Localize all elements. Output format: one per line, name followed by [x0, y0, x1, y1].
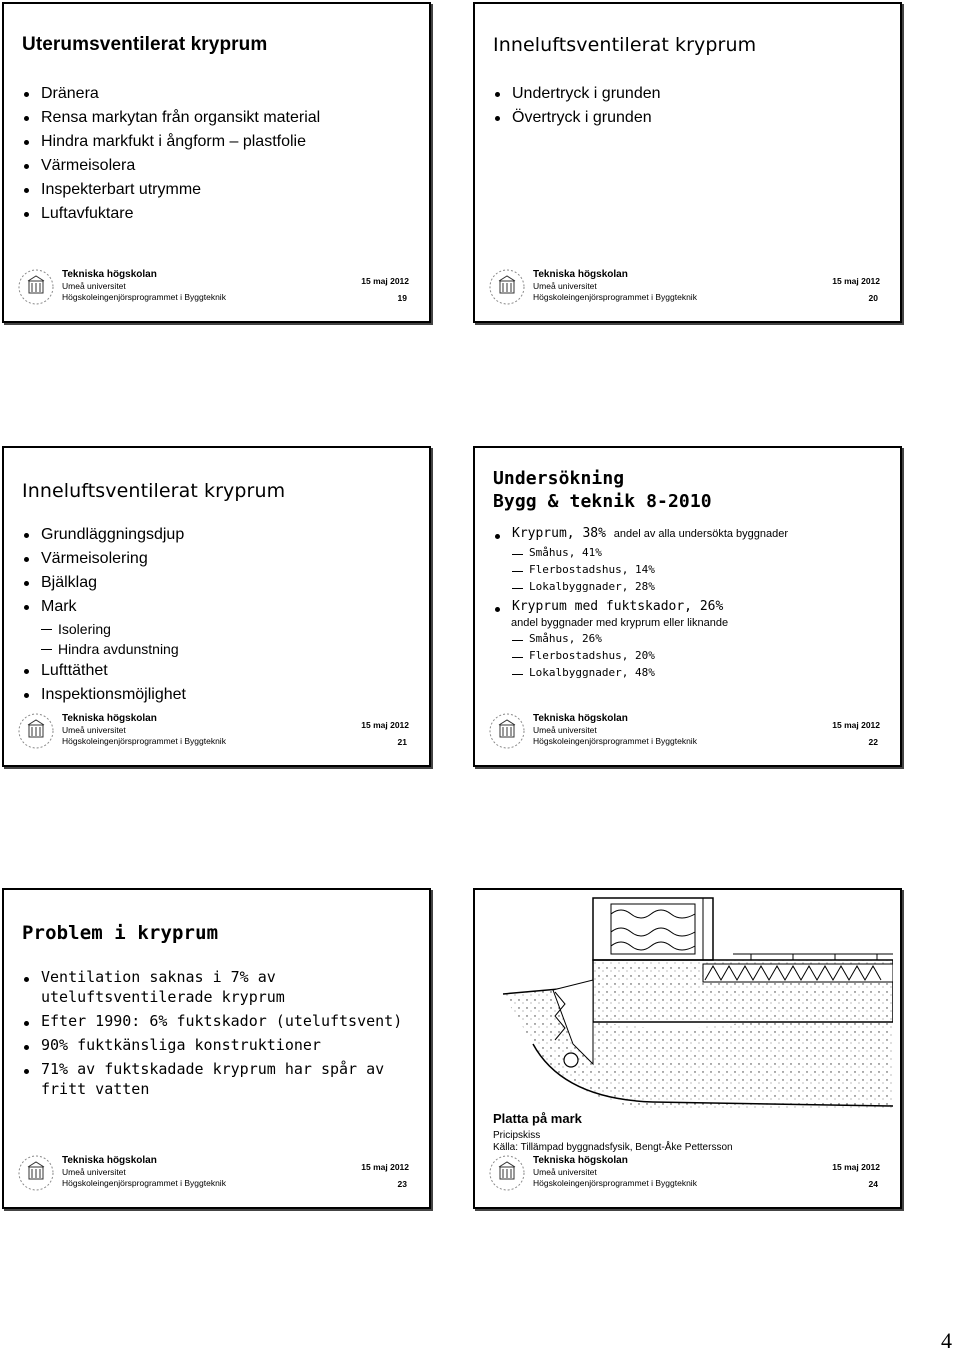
program-name: Högskoleingenjörsprogrammet i Byggteknik: [62, 292, 226, 302]
bullet-list: [22, 523, 186, 707]
slide-number: 20: [868, 293, 878, 303]
org-name: Tekniska högskolan: [533, 269, 628, 280]
list-item: Rensa markytan från organsikt material: [22, 106, 320, 130]
slide-date: 15 maj 2012: [832, 276, 880, 286]
slide-title-line-1: Undersökning: [493, 468, 625, 489]
org-name: Tekniska högskolan: [533, 1155, 628, 1166]
university-name: Umeå universitet: [533, 725, 597, 735]
slide-24: [473, 888, 902, 1209]
org-name: Tekniska högskolan: [62, 269, 157, 280]
bullet-list: [22, 967, 412, 1099]
slide-title: Inneluftsventilerat kryprum: [493, 34, 757, 56]
list-subitem: Isolering: [22, 619, 186, 639]
umea-university-logo-icon: [16, 267, 56, 307]
list-item: Inspekterbart utrymme: [22, 178, 320, 202]
slide-19: [2, 2, 431, 323]
list-item: Inspektionsmöjlighet: [22, 683, 186, 707]
item-note: andel av alla undersökta byggnader: [613, 528, 789, 540]
list-item: Luftavfuktare: [22, 202, 320, 226]
slide-title: Uterumsventilerat kryprum: [22, 34, 268, 55]
slide-number: 23: [397, 1179, 407, 1189]
slide-23: [2, 888, 431, 1209]
program-name: Högskoleingenjörsprogrammet i Byggteknik: [533, 292, 697, 302]
program-name: Högskoleingenjörsprogrammet i Byggteknik: [62, 1178, 226, 1188]
item-text: Kryprum, 38%: [512, 526, 606, 541]
slide-date: 15 maj 2012: [361, 1162, 409, 1172]
university-name: Umeå universitet: [62, 725, 126, 735]
slide-date: 15 maj 2012: [361, 276, 409, 286]
slide-date: 15 maj 2012: [361, 720, 409, 730]
org-name: Tekniska högskolan: [62, 713, 157, 724]
slide-footer: [475, 703, 900, 765]
umea-university-logo-icon: [487, 711, 527, 751]
org-name: Tekniska högskolan: [62, 1155, 157, 1166]
university-name: Umeå universitet: [62, 1167, 126, 1177]
figure-source: Källa: Tillämpad byggnadsfysik, Bengt-Åke Pettersson: [493, 1142, 733, 1153]
list-item: Undertryck i grunden: [493, 82, 661, 106]
list-subitem: Småhus, 26%: [493, 630, 788, 647]
umea-university-logo-icon: [487, 1153, 527, 1193]
list-item: Efter 1990: 6% fuktskador (uteluftsvent): [22, 1011, 412, 1031]
slide-footer: [4, 1145, 429, 1207]
program-name: Högskoleingenjörsprogrammet i Byggteknik: [533, 1178, 697, 1188]
university-name: Umeå universitet: [62, 281, 126, 291]
bullet-list: [22, 82, 320, 226]
slide-footer: [475, 1145, 900, 1207]
slide-title: Problem i kryprum: [22, 922, 219, 944]
slide-footer: [4, 259, 429, 321]
program-name: Högskoleingenjörsprogrammet i Byggteknik: [62, 736, 226, 746]
list-item: Ventilation saknas i 7% av uteluftsventilerade kryprum: [22, 967, 412, 1007]
list-subitem: Lokalbyggnader, 48%: [493, 664, 788, 681]
figure-subcaption: Pricipskiss: [493, 1130, 541, 1141]
list-item: 71% av fuktskadade kryprum har spår av fritt vatten: [22, 1059, 412, 1099]
slide-20: [473, 2, 902, 323]
list-item: Dränera: [22, 82, 320, 106]
umea-university-logo-icon: [16, 1153, 56, 1193]
umea-university-logo-icon: [487, 267, 527, 307]
list-item: [493, 524, 788, 544]
list-item: Grundläggningsdjup: [22, 523, 186, 547]
university-name: Umeå universitet: [533, 281, 597, 291]
list-item: Bjälklag: [22, 571, 186, 595]
slide-footer: [4, 703, 429, 765]
slide-title-line-2: Bygg & teknik 8-2010: [493, 491, 712, 512]
slide-footer: [475, 259, 900, 321]
list-item: 90% fuktkänsliga konstruktioner: [22, 1035, 412, 1055]
program-name: Högskoleingenjörsprogrammet i Byggteknik: [533, 736, 697, 746]
list-subitem: Småhus, 41%: [493, 544, 788, 561]
bullet-list: [493, 82, 661, 130]
list-item: Kryprum med fuktskador, 26%: [493, 597, 788, 617]
list-subitem: Flerbostadshus, 20%: [493, 647, 788, 664]
bullet-list: [493, 524, 788, 681]
page-number: 4: [941, 1328, 952, 1353]
slide-number: 24: [868, 1179, 878, 1189]
slab-on-ground-drawing: [493, 894, 893, 1109]
slide-title: Inneluftsventilerat kryprum: [22, 480, 286, 502]
list-subitem: Flerbostadshus, 14%: [493, 561, 788, 578]
list-subitem: Hindra avdunstning: [22, 639, 186, 659]
slide-date: 15 maj 2012: [832, 720, 880, 730]
slide-number: 19: [397, 293, 407, 303]
org-name: Tekniska högskolan: [533, 713, 628, 724]
list-subitem: Lokalbyggnader, 28%: [493, 578, 788, 595]
slide-21: [2, 446, 431, 767]
list-item: Mark: [22, 595, 186, 619]
list-item: Hindra markfukt i ångform – plastfolie: [22, 130, 320, 154]
list-item: Lufttäthet: [22, 659, 186, 683]
list-item: Värmeisolera: [22, 154, 320, 178]
slide-number: 22: [868, 737, 878, 747]
university-name: Umeå universitet: [533, 1167, 597, 1177]
slide-number: 21: [397, 737, 407, 747]
umea-university-logo-icon: [16, 711, 56, 751]
slide-22: [473, 446, 902, 767]
figure-caption: Platta på mark: [493, 1111, 582, 1126]
slide-date: 15 maj 2012: [832, 1162, 880, 1172]
list-item-note: andel byggnader med kryprum eller liknande: [511, 617, 729, 629]
list-item: Värmeisolering: [22, 547, 186, 571]
list-item: Övertryck i grunden: [493, 106, 661, 130]
